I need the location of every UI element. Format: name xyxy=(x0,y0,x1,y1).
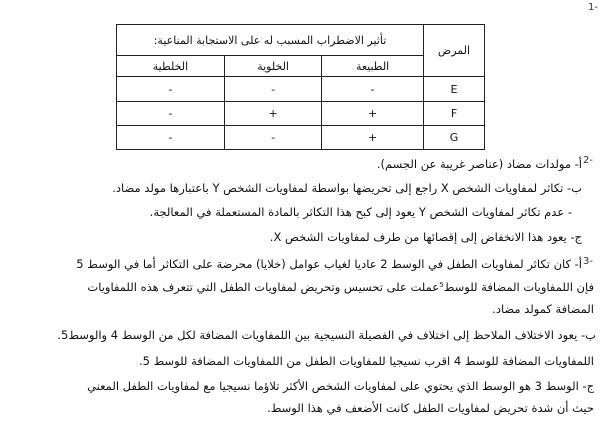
cell-humoral: - xyxy=(117,125,225,149)
cell-cellular: - xyxy=(224,77,321,101)
cell-natural: - xyxy=(322,77,424,101)
cell-disease: F xyxy=(424,101,485,125)
cell-disease: G xyxy=(424,125,485,149)
cellular-header: الخلوية xyxy=(224,56,321,77)
answer-line-3b-cont: اللمفاويات المضافة للوسط 4 اقرب نسيجيا للمفاويات الطفل من اللمفاويات المضافة للوسط 5. xyxy=(138,354,594,368)
cell-natural: + xyxy=(322,101,424,125)
cell-cellular: + xyxy=(224,101,321,125)
cell-natural: + xyxy=(322,125,424,149)
answer-line-2b-cont: - عدم تكاثر لمفاويات الشخص Y يعود إلى كبح هذا التكاثر بالمادة المستعملة في المعالجة. xyxy=(149,205,572,219)
question-number-3: 3- xyxy=(583,256,593,267)
question-number-2: 2- xyxy=(583,155,593,166)
effect-header: تأثير الاضطراب المسبب له على الاستجابة المناعية: xyxy=(117,25,424,56)
cell-humoral: - xyxy=(117,77,225,101)
answer-line-3a-cont2: المضافة كمولد مضاد. xyxy=(492,302,594,316)
natural-header: الطبيعة xyxy=(322,56,424,77)
cell-humoral: - xyxy=(117,101,225,125)
cell-disease: E xyxy=(424,77,485,101)
answer-line-3c-cont: حيث أن شدة تحريض لمفاويات الطفل كانت الأضعف في هذا الوسط. xyxy=(267,401,594,415)
question-number-1: 1- xyxy=(588,2,598,13)
answer-line-3b: ب- يعود الاختلاف الملاحظ إلى اختلاف في الفصيلة النسيجية بين اللمفاويات المضافة لكل من الوسط 4 والوسط5. xyxy=(57,328,596,342)
cell-cellular: - xyxy=(224,125,321,149)
answer-line-3a: أ- كان تكاثر لمفاويات الطفل في الوسط 2 عاديا لغياب عوامل (خلايا) محرضة على التكاثر أما في الوسط 5 xyxy=(76,257,582,271)
answer-line-2a: أ- مولدات مضاد (عناصر غريبة عن الجسم). xyxy=(376,157,582,171)
answer-line-2b: ب- تكاثر لمفاويات الشخص X راجع إلى تحريضها بواسطة لمفاويات الشخص Y باعتبارها مولد مضاد. xyxy=(112,181,582,195)
answer-line-3a-cont1: فإن اللمفاويات المضافة للوسط⁵عملت على تحسيس وتحريض لمفاويات الطفل التي تتعرف هذه اللمفاويات xyxy=(87,280,594,294)
humoral-header: الخلطية xyxy=(117,56,225,77)
disease-header: المرض xyxy=(424,25,485,77)
answer-line-2c: ج- يعود هذا الانخفاض إلى إقصائها من طرف لمفاويات الشخص X. xyxy=(269,230,582,244)
answer-line-3c: ج- الوسط 3 هو الوسط الذي يحتوي على لمفاويات الشخص الأكثر تلاؤما نسيجيا مع لمفاويات الطفل المعني xyxy=(87,379,594,393)
